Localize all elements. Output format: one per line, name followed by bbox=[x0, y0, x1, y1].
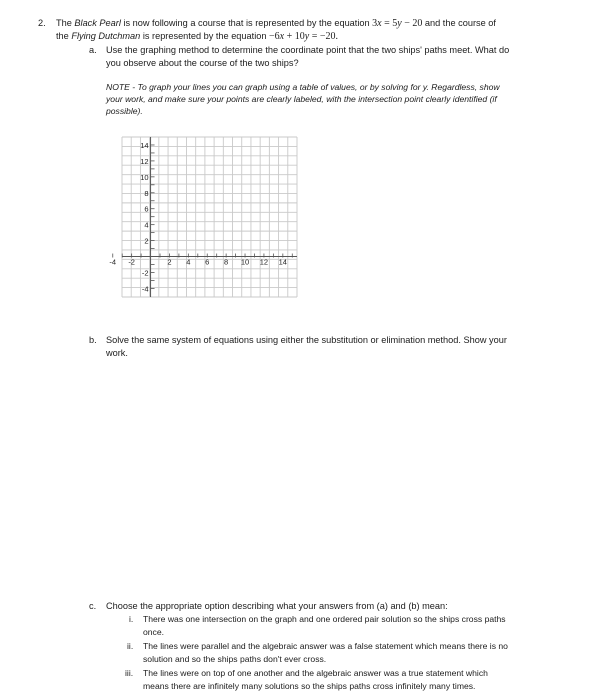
y-axis-label: -4 bbox=[141, 284, 149, 294]
part-a-label: a. bbox=[89, 45, 97, 55]
option-i-numeral: i. bbox=[129, 614, 134, 624]
question-intro-4: is represented by the equation bbox=[142, 31, 267, 41]
x-axis-label: 14 bbox=[278, 257, 287, 267]
option-iii-numeral: iii. bbox=[125, 668, 134, 678]
x-axis-label: 2 bbox=[167, 257, 172, 267]
y-axis-labels bbox=[140, 141, 148, 293]
x-axis-label: -2 bbox=[128, 257, 135, 267]
option-iii-line-1: The lines were on top of one another and the algebraic answer was a true statement which bbox=[143, 668, 488, 678]
y-axis-label: 8 bbox=[144, 188, 149, 198]
ship-name-flying-dutchman: Flying Dutchman bbox=[71, 31, 141, 41]
x-axis-label: 10 bbox=[240, 257, 250, 267]
x-axis-labels bbox=[109, 258, 287, 267]
question-number: 2. bbox=[38, 18, 46, 28]
note-line-2: your work, and make sure your points are clearly labeled, with the intersection point clearly identified (if bbox=[106, 94, 497, 104]
y-axis-label: -2 bbox=[141, 268, 149, 278]
y-axis-label: 12 bbox=[140, 156, 149, 166]
part-b-label: b. bbox=[89, 335, 97, 345]
equation-black-pearl: 3x = 5y − 20 bbox=[372, 18, 423, 29]
part-a-line-1: Use the graphing method to determine the coordinate point that the two ships' paths meet. What do bbox=[106, 45, 510, 55]
note-line-1: NOTE - To graph your lines you can graph using a table of values, or by solving for y. Regardless, show bbox=[106, 82, 500, 92]
y-axis-label: 14 bbox=[140, 140, 149, 150]
x-axis-label: 12 bbox=[259, 257, 269, 267]
option-ii-numeral: ii. bbox=[127, 641, 134, 651]
option-ii-line-2: solution and so the ships paths don't ever cross. bbox=[143, 654, 327, 664]
y-axis-label: 6 bbox=[144, 204, 149, 214]
equation-flying-dutchman: −6x + 10y = −20. bbox=[269, 31, 338, 42]
x-axis-label: 8 bbox=[224, 257, 229, 267]
part-c-label: c. bbox=[89, 601, 97, 611]
question-intro-1: The bbox=[56, 18, 72, 28]
part-a-line-2: you observe about the course of the two ships? bbox=[106, 58, 299, 68]
part-b-line-2: work. bbox=[106, 348, 128, 358]
axis-ticks bbox=[113, 145, 293, 288]
question-intro-3: and the course of bbox=[424, 18, 496, 28]
question-the: the bbox=[56, 31, 69, 41]
option-iii-line-2: means there are infinitely many solutions so the ships paths cross infinitely many times. bbox=[143, 681, 476, 691]
option-i-line-1: There was one intersection on the graph and one ordered pair solution so the ships cross paths bbox=[143, 614, 506, 624]
part-c-prompt: Choose the appropriate option describing what your answers from (a) and (b) mean: bbox=[106, 601, 448, 611]
y-axis-label: 10 bbox=[140, 172, 149, 182]
x-axis-label: 6 bbox=[205, 257, 210, 267]
ship-name-black-pearl: Black Pearl bbox=[74, 18, 121, 28]
y-axis-label: 4 bbox=[144, 220, 149, 230]
part-b-line-1: Solve the same system of equations using either the substitution or elimination method. Show your bbox=[106, 335, 507, 345]
question-intro-2: is now following a course that is represented by the equation bbox=[123, 18, 370, 28]
option-ii-line-1: The lines were parallel and the algebraic answer was a false statement which means there is no bbox=[143, 641, 508, 651]
x-axis-label: -4 bbox=[109, 257, 117, 267]
note-line-3: possible). bbox=[106, 106, 143, 116]
y-axis-label: 2 bbox=[144, 236, 149, 246]
option-i-line-2: once. bbox=[143, 627, 165, 637]
x-axis-label: 4 bbox=[186, 257, 191, 267]
